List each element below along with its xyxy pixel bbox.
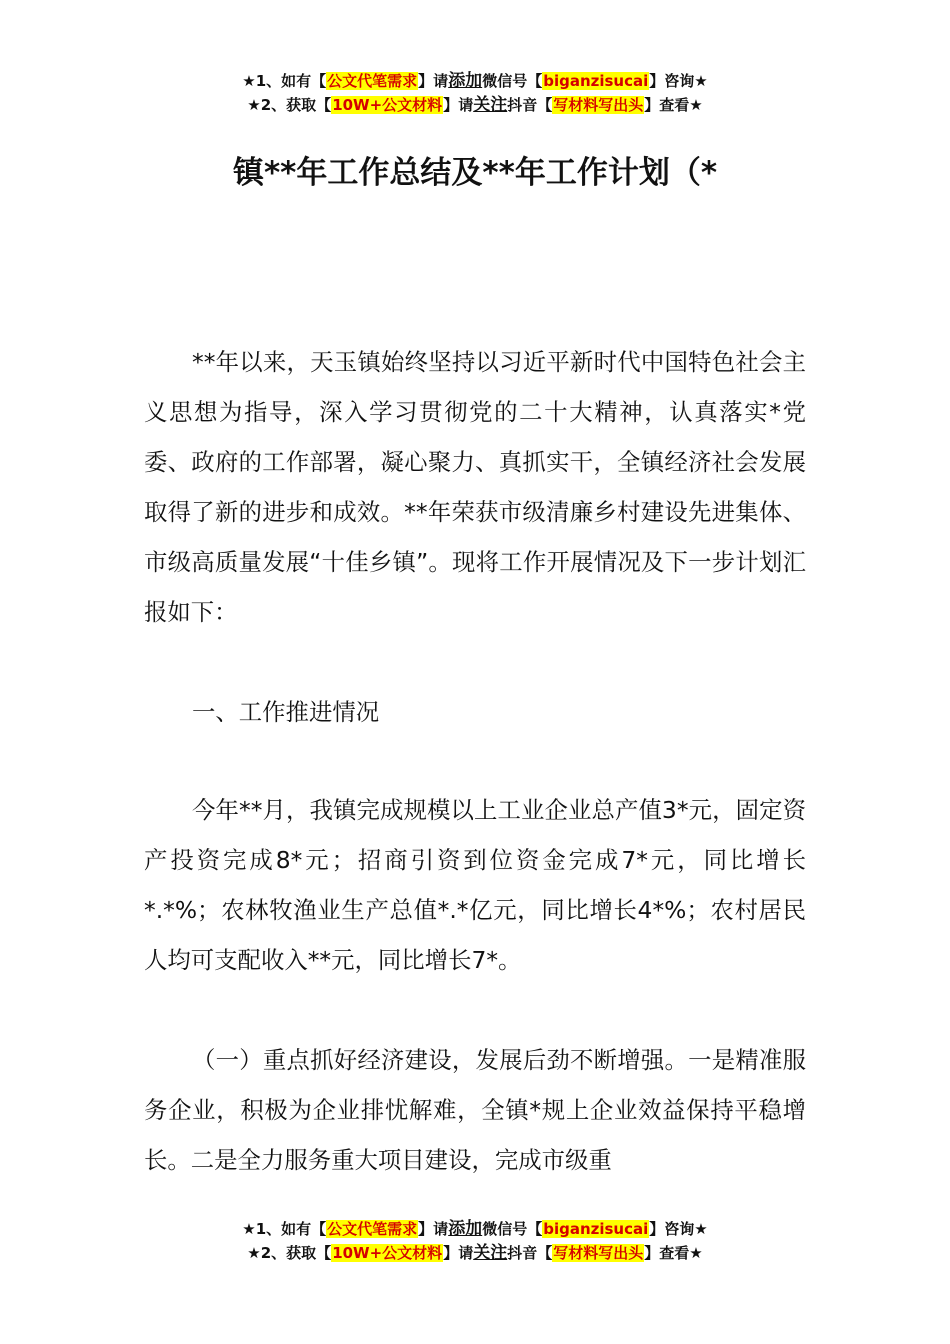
banner-line-1: ★1、如有【公文代笔需求】请添加微信号【biganzisucai】咨询★ (242, 1219, 708, 1239)
highlight-service: 公文代笔需求 (327, 72, 418, 90)
highlight-materials: 10W+公文材料 (332, 1244, 443, 1262)
intro-paragraph: **年以来，天玉镇始终坚持以习近平新时代中国特色社会主义思想为指导，深入学习贯彻党的二十大精神，认真落实*党委、政府的工作部署，凝心聚力、真抓实干，全镇经济社会发展取得了新的进步和成效。**年荣获市级清廉乡村建设先进集体、市级高质量发展“十佳乡镇”。现将工作开展情况及下一步计划汇报如下： (144, 348, 806, 626)
footer-banner (0, 1217, 950, 1265)
emphasis-follow: 关注 (473, 95, 508, 115)
header-banner (0, 69, 950, 117)
highlight-materials: 10W+公文材料 (332, 96, 443, 114)
economy-paragraph: （一）重点抓好经济建设，发展后劲不断增强。一是精准服务企业，积极为企业排忧解难，全镇*规上企业效益保持平稳增长。二是全力服务重大项目建设，完成市级重 (144, 1046, 806, 1174)
document-title: 镇**年工作总结及**年工作计划（* (232, 155, 718, 191)
emphasis-follow: 关注 (473, 1243, 508, 1263)
banner-line-1: ★1、如有【公文代笔需求】请添加微信号【biganzisucai】咨询★ (242, 71, 708, 91)
wechat-id: biganzisucai (543, 72, 649, 90)
banner-line-2: ★2、获取【10W+公文材料】请关注抖音【写材料写出头】查看★ (247, 95, 703, 115)
highlight-service: 公文代笔需求 (327, 1220, 418, 1238)
emphasis-add: 添加 (448, 1219, 483, 1239)
douyin-account: 写材料写出头 (553, 96, 644, 114)
emphasis-add: 添加 (448, 71, 483, 91)
wechat-id: biganzisucai (543, 1220, 649, 1238)
summary-paragraph: 今年**月，我镇完成规模以上工业企业总产值3*元，固定资产投资完成8*元；招商引资到位资金完成7*元，同比增长*.*%；农林牧渔业生产总值*.*亿元，同比增长4*%；农村居民人均可支配收入**元，同比增长7*。 (144, 796, 806, 974)
banner-line-2: ★2、获取【10W+公文材料】请关注抖音【写材料写出头】查看★ (247, 1243, 703, 1263)
section-heading: 一、工作推进情况 (192, 698, 380, 726)
douyin-account: 写材料写出头 (553, 1244, 644, 1262)
